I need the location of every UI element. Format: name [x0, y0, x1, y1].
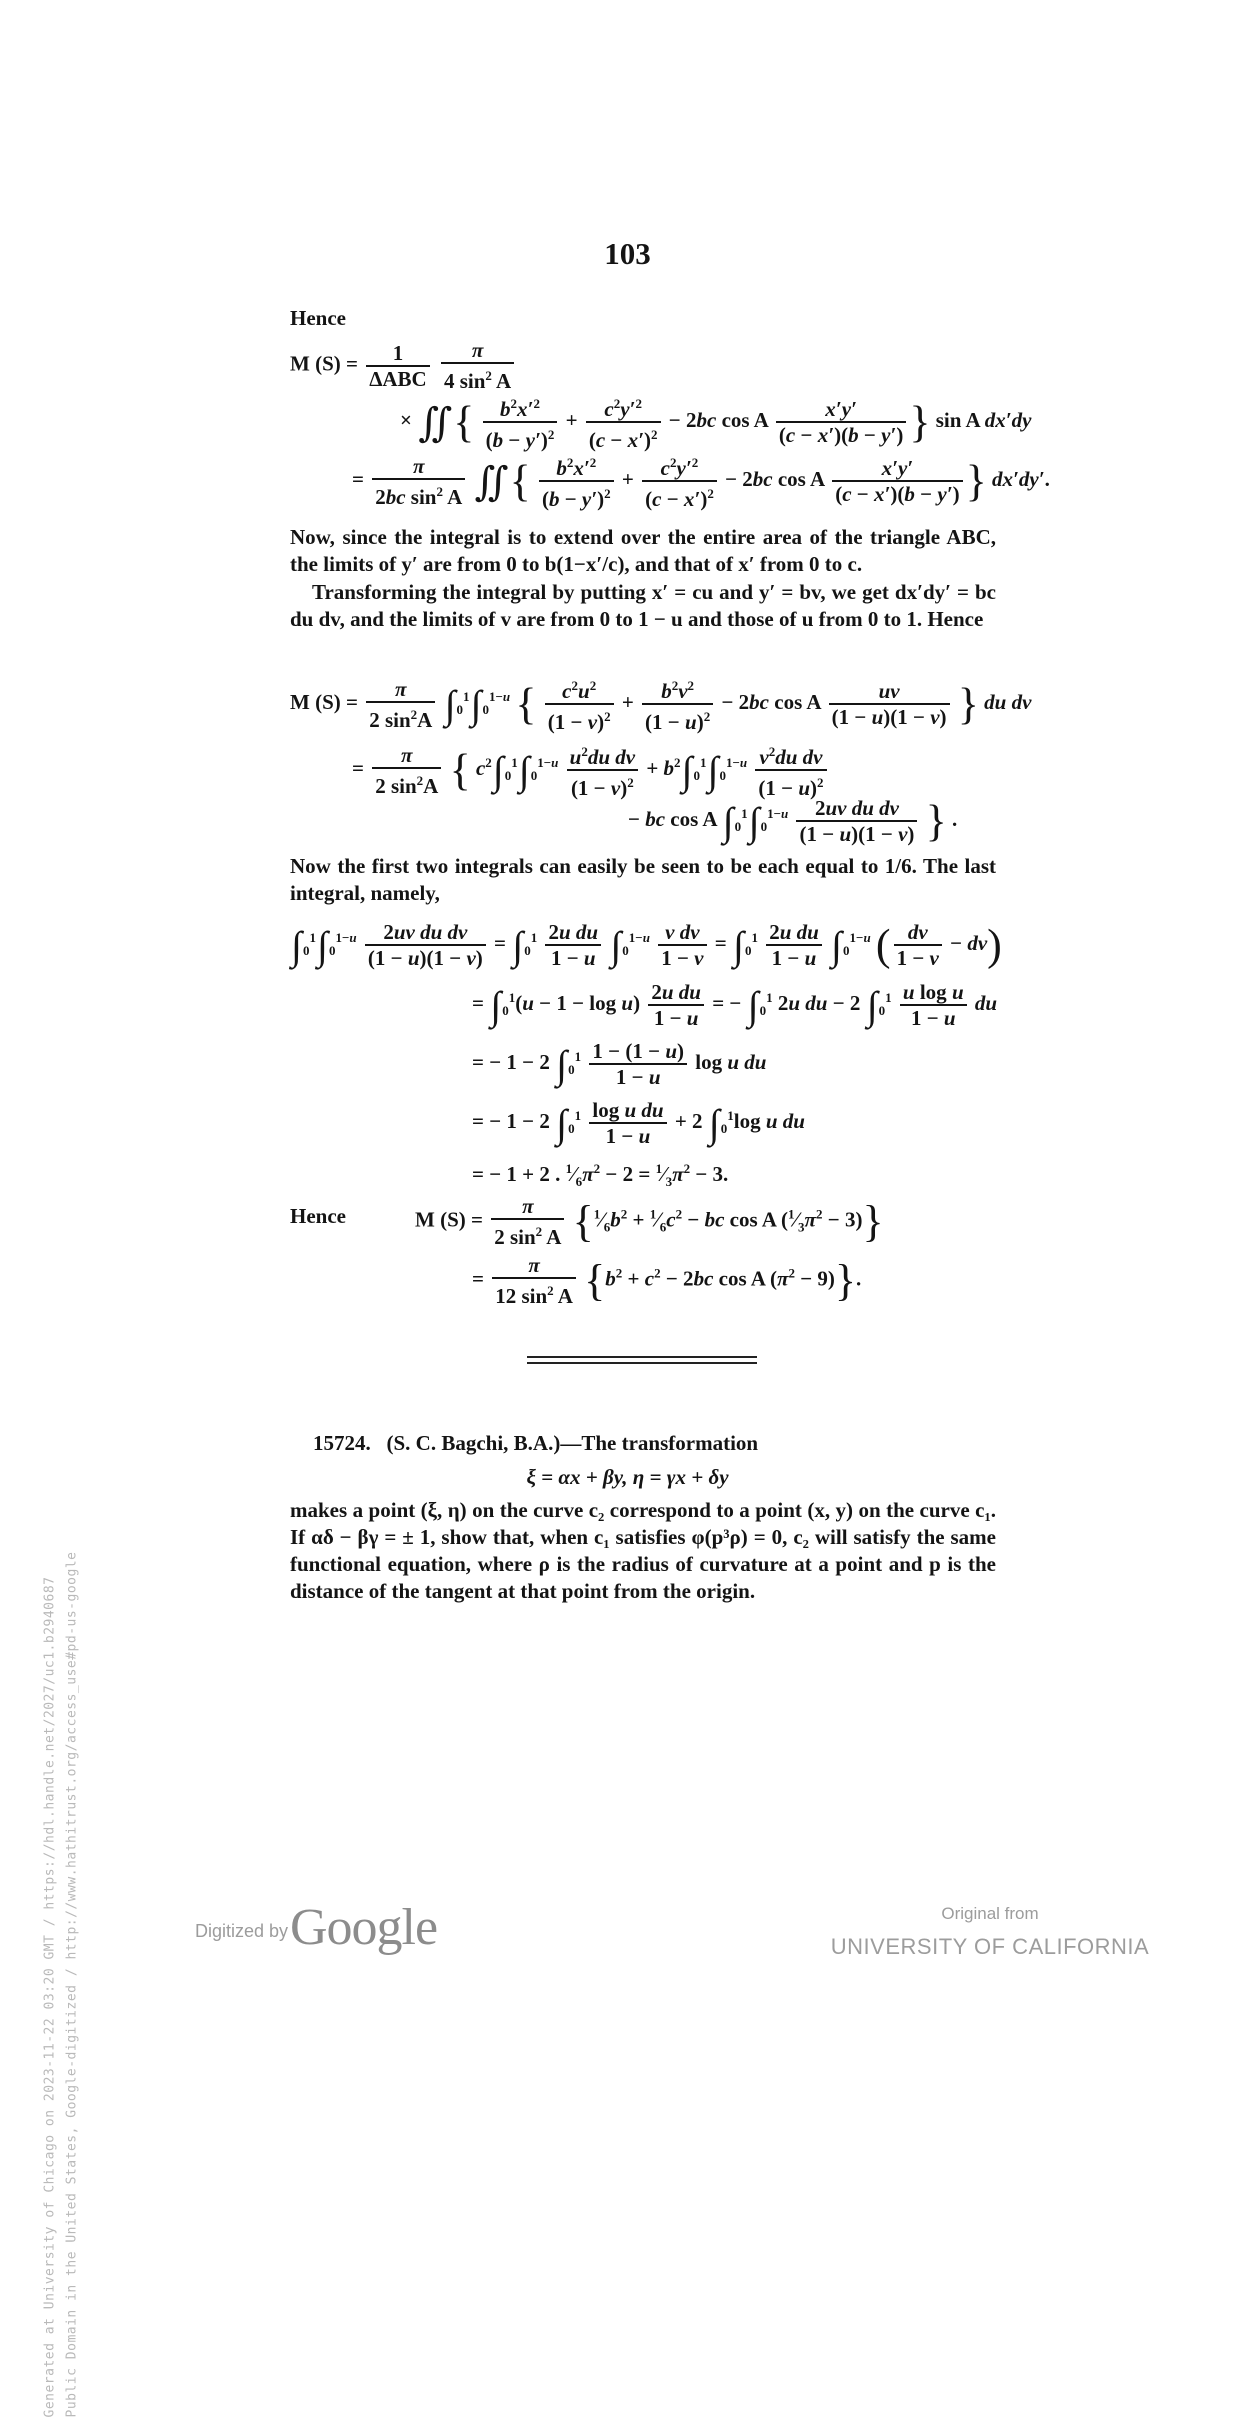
paragraph-transforming: Transforming the integral by putting x′ = cu and y′ = bv, we get dx′dy′ = bc du dv, and the limits of v are from 0 to 1 − u and those of u from 0 to 1. Hence — [290, 580, 996, 631]
hence-label-1: Hence — [290, 306, 346, 330]
footer-digitized-by: Digitized by — [195, 1921, 289, 1941]
equation-integral-2: = $\int_0^1(u - 1 - \log u)$ $\frac{\text{2u du}}{1 - u}$ = − $\int_0^1$ 2u du − 2 $\int_0^1$ $\frac{\text{u log u}}{1 - u}$ du — [472, 980, 998, 1030]
equation-ms-1: M (S) = $\frac{1}{\text{ΔABC}}$ $\frac{\pi}{4 \sin^2 A}$ — [290, 338, 517, 393]
paragraph-first-two-integrals: Now the first two integrals can easily be seen to be each equal to 1/6. The last integral, namely, — [290, 854, 996, 905]
google-logo: Google — [290, 1899, 438, 1956]
problem-author: (S. C. Bagchi, B.A.)—The transformation — [386, 1431, 759, 1455]
divider-bottom — [527, 1362, 757, 1364]
equation-final-2: = $\frac{\pi}{12 \sin^2 A}$ {$b^2 + c^2 - 2bc$ cos A $(\pi^2 - 9)$}. — [472, 1253, 862, 1308]
equation-integral-3: = − 1 − 2 $\int_0^1$ $\frac{1 - (1 - u)}{1 - u}$ log u du — [472, 1039, 767, 1089]
equation-final-1: M (S) = $\frac{\pi}{2 \sin^2 A}$ {$^1⁄_6b^2$ + $^1⁄_6c^2$ − bc cos A $(^1⁄_3\pi^2 - 3)$} — [415, 1194, 884, 1249]
equation-integral-4: = − 1 − 2 $\int_0^1$ $\frac{\text{log u du}}{1 - u}$ + 2 $\int_0^1\log$ u du — [472, 1098, 805, 1148]
problem-text: makes a point (ξ, η) on the curve c₂ correspond to a point (x, y) on the curve c₁. If αδ − βγ = ± 1, show that, when c₁ satisfies φ(p³ρ) = 0, c₂ will satisfy the same functional equation, where ρ is the radius of curvature at a point and p is the distance of the tangent at that point from the origin. — [290, 1498, 996, 1603]
equation-ms-uv-3: − bc cos A $\int_0^1\int_0^{1-u}$ $\frac{\text{2uv du dv}}{(1 - u)(1 - v)}$ } . — [628, 796, 958, 846]
ms-label: M (S) — [290, 351, 341, 376]
equation-ms-uv-1: M (S) = $\frac{\pi}{2 \sin^2A}$ $\int_0^1\int_0^{1-u}$ { $\frac{c^2u^2}{(1 - v)^2}$ + $\frac{b^2v^2}{(1 - u)^2}$ − 2bc cos A $\frac{uv}{(1 - u)(1 - v)}$ } du dv — [290, 674, 1031, 734]
equation-ms-3: = $\frac{\pi}{2bc \sin^2 A}$ ∬{ $\frac{b^2x'^2}{(b - y')^2}$ + $\frac{c^2y'^2}{(c - x')^2}$ − 2bc cos A $\frac{x'y'}{(c - x')(b - y')}$ } dx′dy′. — [352, 451, 1050, 511]
problem-equation: ξ = αx + βy, η = γx + δy — [526, 1465, 729, 1489]
problem-heading — [313, 1430, 758, 1457]
margin-stamp-public-domain: Public Domain in the United States, Google-digitized / http://www.hathitrust.org/access_use#pd-us-google — [64, 1551, 80, 2418]
equation-ms-2: × ∬{ $\frac{b^2x'^2}{(b - y')^2}$ + $\frac{c^2y'^2}{(c - x')^2}$ − 2bc cos A $\frac{x'y'}{(c - x')(b - y')}$ } sin A dx′dy — [400, 392, 1031, 452]
equation-ms-uv-2: = $\frac{\pi}{2 \sin^2A}$ { $c^2\int_0^1\int_0^{1-u}$ $\frac{u^2du dv}{(1 - v)^2}$ + $b^2\int_0^1\int_0^{1-u}$ $\frac{v^2du dv}{(1 - u)^2}$ — [352, 740, 830, 800]
footer-original-from: Original from — [941, 1904, 1039, 1923]
equation-integral-5: = − 1 + 2 . $^1⁄_6\pi^2 - 2$ = $^1⁄_3\pi^2 - 3$. — [472, 1161, 729, 1190]
margin-stamp-generated: Generated at University of Chicago on 2023-11-22 03:20 GMT / https://hdl.handle.net/2027/uc1.b2940687 — [42, 1576, 58, 2418]
divider-top — [527, 1356, 757, 1358]
hence-label-2: Hence — [290, 1204, 346, 1228]
equation-integral-1: $\int_0^1\int_0^{1-u}$ $\frac{\text{2uv du dv}}{(1 - u)(1 - v)}$ = $\int_0^1$ $\frac{\text{2u du}}{1 - u}$ $\int_0^{1-u}$ $\frac{\text{v dv}}{1 - v}$ = $\int_0^1$ $\frac{\text{2u du}}{1 - u}$ $\int_0^{1-u}$ ( $\frac{dv}{1 - v}$ − dv) — [291, 920, 1002, 970]
footer-university: UNIVERSITY OF CALIFORNIA — [830, 1934, 1150, 1959]
problem-number: 15724. — [313, 1431, 371, 1455]
paragraph-limits: Now, since the integral is to extend over the entire area of the triangle ABC, the limits of y′ are from 0 to b(1−x′/c), and that of x′ from 0 to c. — [290, 525, 996, 576]
page-number: 103 — [604, 236, 651, 271]
